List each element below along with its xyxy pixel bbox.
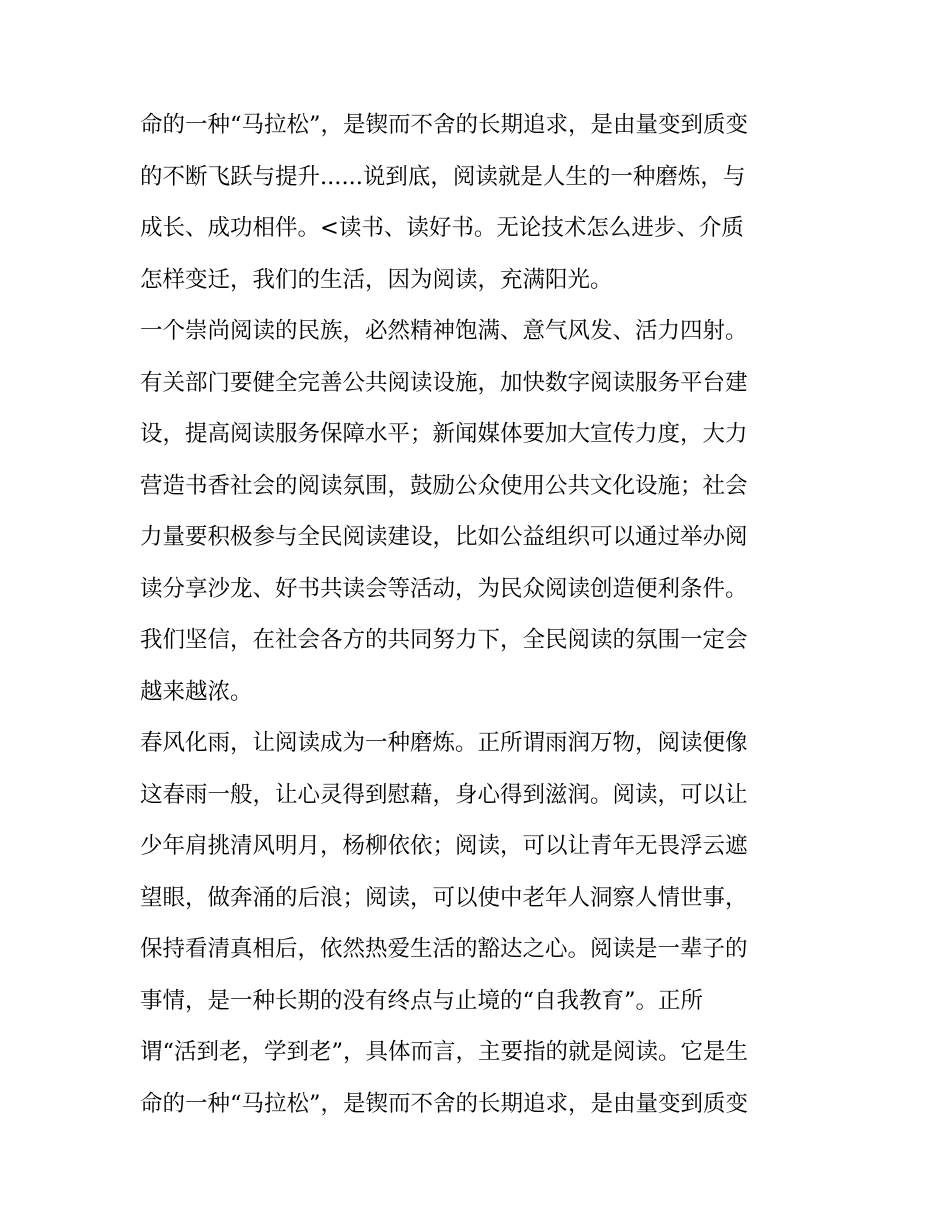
text-line: 成长、成功相伴。<读书、读好书。无论技术怎么进步、介质 [140,215,744,241]
text-line: 望眼，做奔涌的后浪；阅读，可以使中老年人洞察人情世事， [140,884,748,911]
text-line: 力量要积极参与全民阅读建设，比如公益组织可以通过举办阅 [140,524,748,550]
text-line: 我们坚信，在社会各方的共同努力下，全民阅读的氛围一定会 [140,627,748,653]
text-line: 少年肩挑清风明月，杨柳依依；阅读，可以让青年无畏浮云遮 [140,833,748,859]
text-line: 越来越浓。 [140,678,253,705]
text-line: 读分享沙龙、好书共读会等活动，为民众阅读创造便利条件。 [140,575,748,602]
text-line: 有关部门要健全完善公共阅读设施，加快数字阅读服务平台建 [140,369,748,396]
body-text [140,100,816,1130]
text-line: 一个崇尚阅读的民族，必然精神饱满、意气风发、活力四射。 [140,318,748,344]
text-line: 谓“活到老，学到老”，具体而言，主要指的就是阅读。它是生 [140,1039,749,1065]
text-line: 的不断飞跃与提升......说到底，阅读就是人生的一种磨炼，与 [140,163,746,190]
text-line: 怎样变迁，我们的生活，因为阅读，充满阳光。 [140,266,613,293]
text-line: 设，提高阅读服务保障水平；新闻媒体要加大宣传力度，大力 [140,421,748,447]
text-line: 春风化雨，让阅读成为一种磨炼。正所谓雨润万物，阅读便像 [140,730,748,756]
text-line: 这春雨一般，让心灵得到慰藉，身心得到滋润。阅读，可以让 [140,781,748,808]
text-line: 营造书香社会的阅读氛围，鼓励公众使用公共文化设施；社会 [140,472,748,499]
text-line: 命的一种“马拉松”，是锲而不舍的长期追求，是由量变到质变 [140,1090,749,1117]
text-line: 事情，是一种长期的没有终点与止境的“自我教育”。正所 [140,987,704,1014]
text-line: 命的一种“马拉松”，是锲而不舍的长期追求，是由量变到质变 [140,112,749,138]
text-line: 保持看清真相后，依然热爱生活的豁达之心。阅读是一辈子的 [140,936,748,962]
